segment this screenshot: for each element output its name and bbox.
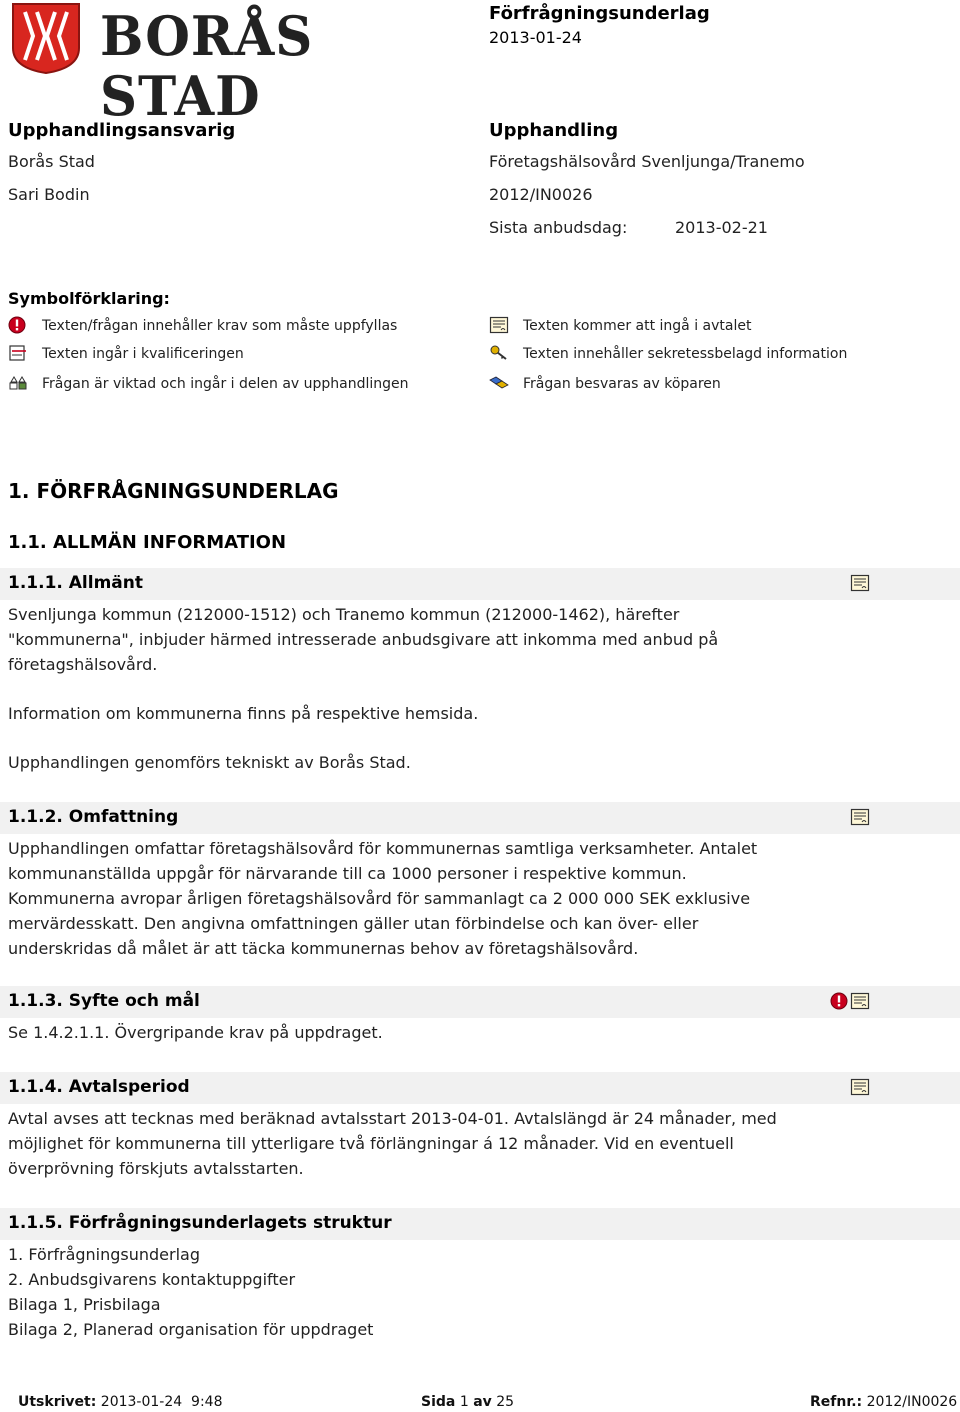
heading-level-2: 1.1. ALLMÄN INFORMATION	[8, 532, 287, 553]
qualification-icon	[8, 344, 28, 362]
contract-icon	[489, 316, 509, 334]
page-total: 25	[496, 1394, 515, 1410]
paragraph: Upphandlingen genomförs tekniskt av Borås Stad.	[8, 753, 411, 772]
borås-stad-logo	[8, 0, 430, 128]
footer-ref	[810, 1394, 957, 1410]
legend-item-confidential: Texten innehåller sekretessbelagd information	[523, 346, 848, 362]
section-body-struktur	[8, 1242, 788, 1342]
deadline-value: 2013-02-21	[675, 218, 768, 237]
contract-icon	[850, 992, 870, 1014]
section-title: 1.1.2. Omfattning	[8, 807, 179, 827]
paragraph: Upphandlingen omfattar företagshälsovård för kommunernas samtliga verksamheter. Antalet kommunanställda uppgår för närvarande till ca 1000 personer i respektive kommun. Kommunerna avropar årligen företagshälsovård för sammanlagt ca 2 000 000 SEK exklusive mervärdesskatt. Den angivna omfattningen gäller utan förbindelse och kan över- eller underskridas då målet är att täcka kommunernas behov av företagshälsovård.	[8, 839, 758, 958]
list-item: 1. Förfrågningsunderlag	[8, 1245, 201, 1264]
page-of: av	[473, 1394, 492, 1410]
procurement-ref: 2012/IN0026	[489, 185, 593, 204]
section-body-avtalsperiod	[8, 1106, 788, 1181]
section-header-struktur	[0, 1208, 960, 1240]
contract-icon	[850, 1078, 870, 1100]
paragraph: Svenljunga kommun (212000-1512) och Tranemo kommun (212000-1462), härefter "kommunerna", inbjuder härmed intresserade anbudsgivare att inkomma med anbud på företagshälsovård.	[8, 605, 719, 674]
section-header-syfte	[0, 986, 960, 1018]
document-date: 2013-01-24	[489, 28, 582, 47]
page-current: 1	[459, 1394, 469, 1410]
paragraph: Avtal avses att tecknas med beräknad avtalsstart 2013-04-01. Avtalslängd är 24 månader, med möjlighet för kommunerna till ytterligare två förlängningar á 12 månader. Vid en eventuell överprövning förskjuts avtalsstarten.	[8, 1109, 777, 1178]
legend-item-buyer: Frågan besvaras av köparen	[523, 376, 721, 392]
section-title: 1.1.4. Avtalsperiod	[8, 1077, 190, 1097]
legend-item-qualification: Texten ingår i kvalificeringen	[42, 346, 244, 362]
contract-icon	[850, 808, 870, 830]
footer-printed	[18, 1394, 222, 1410]
responsible-heading: Upphandlingsansvarig	[8, 120, 236, 141]
footer-page	[421, 1394, 514, 1410]
legend-item-contract: Texten kommer att ingå i avtalet	[523, 318, 752, 334]
list-item: Bilaga 1, Prisbilaga	[8, 1295, 161, 1314]
ref-label: Refnr.:	[810, 1394, 863, 1410]
exclamation-icon	[8, 316, 28, 334]
logo-wordmark: BORÅS STAD	[100, 4, 314, 128]
section-header-omfattning	[0, 802, 960, 834]
section-header-allmant	[0, 568, 960, 600]
paragraph: Se 1.4.2.1.1. Övergripande krav på uppdraget.	[8, 1023, 383, 1042]
legend-item-must-requirement: Texten/frågan innehåller krav som måste uppfyllas	[42, 318, 398, 334]
responsible-org: Borås Stad	[8, 152, 95, 171]
exclamation-icon	[830, 992, 848, 1014]
section-title: 1.1.5. Förfrågningsunderlagets struktur	[8, 1213, 392, 1233]
section-body-allmant	[8, 602, 788, 775]
document-title: Förfrågningsunderlag	[489, 3, 710, 24]
legend-item-weighted: Frågan är viktad och ingår i delen av upphandlingen	[42, 376, 409, 392]
ref-value: 2012/IN0026	[866, 1394, 958, 1410]
printed-value: 2013-01-24 9:48	[100, 1394, 223, 1410]
coat-of-arms-icon	[11, 2, 81, 74]
procurement-heading: Upphandling	[489, 120, 619, 141]
key-icon	[489, 344, 509, 362]
section-header-avtalsperiod	[0, 1072, 960, 1104]
section-title: 1.1.3. Syfte och mål	[8, 991, 200, 1011]
deadline-label: Sista anbudsdag:	[489, 218, 628, 237]
buyer-icon	[489, 374, 509, 392]
weight-icon	[8, 374, 28, 392]
procurement-name: Företagshälsovård Svenljunga/Tranemo	[489, 152, 805, 171]
heading-level-1: 1. FÖRFRÅGNINGSUNDERLAG	[8, 479, 339, 503]
list-item: 2. Anbudsgivarens kontaktuppgifter	[8, 1270, 296, 1289]
section-title: 1.1.1. Allmänt	[8, 573, 144, 593]
list-item: Bilaga 2, Planerad organisation för uppdraget	[8, 1320, 374, 1339]
page-label: Sida	[421, 1394, 456, 1410]
legend-title: Symbolförklaring:	[8, 289, 170, 308]
contract-icon	[850, 574, 870, 596]
printed-label: Utskrivet:	[18, 1394, 97, 1410]
responsible-person: Sari Bodin	[8, 185, 90, 204]
section-body-omfattning	[8, 836, 788, 961]
paragraph: Information om kommunerna finns på respektive hemsida.	[8, 704, 479, 723]
section-body-syfte	[8, 1020, 788, 1045]
